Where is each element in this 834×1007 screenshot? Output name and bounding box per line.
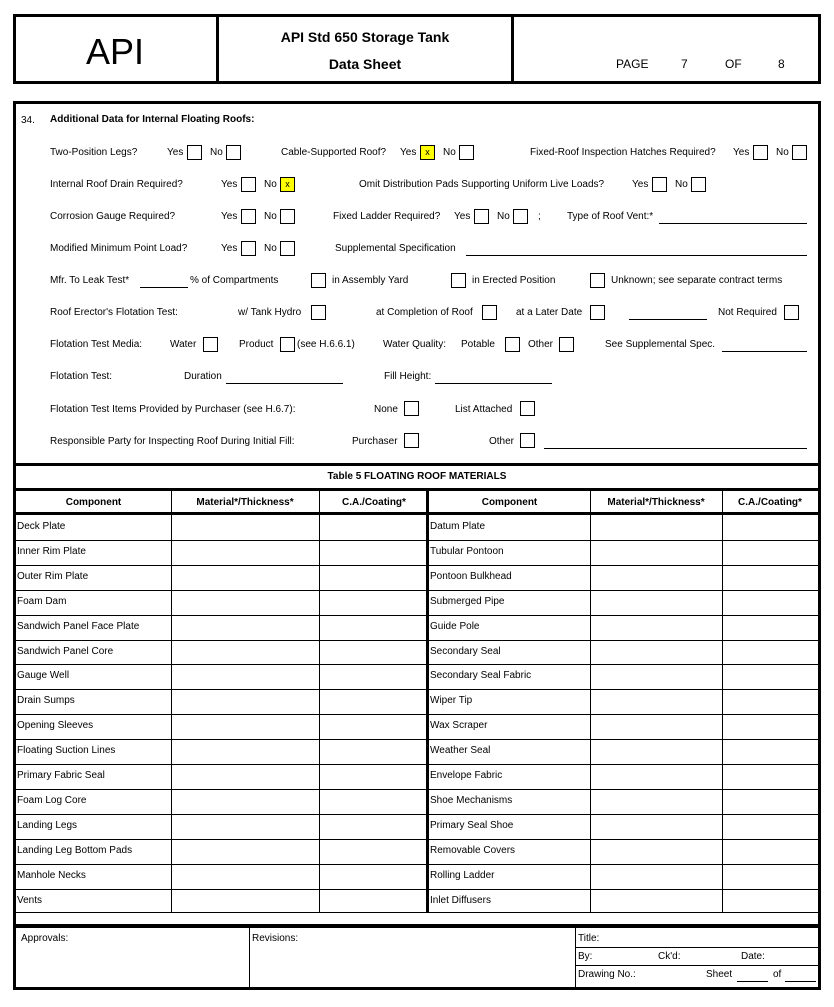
material-thickness-cell-right[interactable] [591, 566, 721, 589]
by-label: By: [578, 951, 593, 962]
component-cell-right: Submerged Pipe [430, 596, 505, 607]
point-load-no-label: No [264, 243, 277, 254]
coating-cell-left[interactable] [320, 840, 428, 863]
omit-pads-no-label: No [675, 179, 688, 190]
component-cell-right: Shoe Mechanisms [430, 795, 513, 806]
roof-vent-field[interactable] [659, 223, 807, 224]
section-number: 34. [21, 115, 35, 126]
coating-cell-left[interactable] [320, 890, 428, 913]
see-supplemental-field[interactable] [722, 351, 807, 352]
two-position-legs-yes-checkbox[interactable] [187, 145, 202, 160]
coating-cell-left[interactable] [320, 790, 428, 813]
component-cell-right: Wax Scraper [430, 720, 488, 731]
supplemental-spec-label: Supplemental Specification [335, 243, 456, 254]
component-cell-left: Drain Sumps [17, 695, 75, 706]
material-thickness-cell-right[interactable] [591, 765, 721, 788]
two-position-legs-no-checkbox[interactable] [226, 145, 241, 160]
coating-cell-left[interactable] [320, 815, 428, 838]
footer-rule-1 [575, 947, 818, 948]
coating-cell-right[interactable] [723, 715, 817, 738]
other-party-label: Other [489, 436, 515, 447]
later-date-label: at a Later Date [516, 307, 583, 318]
column-header-4: Component [481, 497, 538, 508]
cable-supported-no-label: No [443, 147, 456, 158]
revisions-label: Revisions: [252, 933, 299, 944]
supplemental-spec-field[interactable] [466, 255, 807, 256]
component-cell-right: Tubular Pontoon [430, 546, 504, 557]
component-cell-left: Landing Leg Bottom Pads [17, 845, 133, 856]
material-thickness-cell-left[interactable] [172, 890, 318, 913]
coating-cell-right[interactable] [723, 865, 817, 888]
coating-cell-right[interactable] [723, 740, 817, 763]
product-label: Product [239, 339, 274, 350]
coating-cell-left[interactable] [320, 541, 428, 564]
fill-height-field[interactable] [435, 383, 552, 384]
roof-drain-yes-label: Yes [221, 179, 238, 190]
material-thickness-cell-left[interactable] [172, 815, 318, 838]
flotation-test-label: Flotation Test: [50, 371, 113, 382]
coating-cell-right[interactable] [723, 591, 817, 614]
coating-cell-right[interactable] [723, 840, 817, 863]
date-label: Date: [741, 951, 765, 962]
datasheet-title-line1: API Std 650 Storage Tank [280, 29, 450, 45]
completion-of-roof-label: at Completion of Roof [376, 307, 473, 318]
semicolon: ; [538, 211, 541, 222]
material-thickness-cell-right[interactable] [591, 641, 721, 664]
table-title: Table 5 FLOATING ROOF MATERIALS [327, 471, 507, 482]
potable-checkbox[interactable] [505, 337, 520, 352]
component-cell-right: Datum Plate [430, 521, 486, 532]
potable-label: Potable [461, 339, 495, 350]
internal-roof-drain-label: Internal Roof Drain Required? [50, 179, 183, 190]
coating-cell-left[interactable] [320, 865, 428, 888]
component-cell-left: Sandwich Panel Core [17, 646, 114, 657]
material-thickness-cell-right[interactable] [591, 890, 721, 913]
roof-vent-label: Type of Roof Vent:* [567, 211, 654, 222]
other-party-field[interactable] [544, 448, 807, 449]
sheet-number-field[interactable] [737, 981, 768, 982]
material-thickness-cell-right[interactable] [591, 865, 721, 888]
coating-cell-right[interactable] [723, 641, 817, 664]
cable-supported-yes-label: Yes [400, 147, 417, 158]
page-number: 7 [681, 57, 688, 71]
flotation-media-label: Flotation Test Media: [50, 339, 143, 350]
point-load-yes-checkbox[interactable] [241, 241, 256, 256]
later-date-checkbox[interactable] [590, 305, 605, 320]
component-cell-left: Opening Sleeves [17, 720, 94, 731]
material-thickness-cell-right[interactable] [591, 815, 721, 838]
other-quality-label: Other [528, 339, 554, 350]
omit-pads-yes-label: Yes [632, 179, 649, 190]
coating-cell-left[interactable] [320, 616, 428, 639]
responsible-party-label: Responsible Party for Inspecting Roof During Initial Fill: [50, 436, 295, 447]
component-cell-right: Removable Covers [430, 845, 516, 856]
material-thickness-cell-right[interactable] [591, 690, 721, 713]
table-title-rule [13, 488, 821, 491]
assembly-yard-label: in Assembly Yard [332, 275, 409, 286]
column-header-1: Component [65, 497, 122, 508]
water-checkbox[interactable] [203, 337, 218, 352]
tank-hydro-checkbox[interactable] [311, 305, 326, 320]
omit-pads-no-checkbox[interactable] [691, 177, 706, 192]
list-attached-label: List Attached [455, 404, 513, 415]
material-thickness-cell-left[interactable] [172, 740, 318, 763]
coating-cell-right[interactable] [723, 665, 817, 688]
corrosion-gauge-label: Corrosion Gauge Required? [50, 211, 176, 222]
point-load-yes-label: Yes [221, 243, 238, 254]
fill-height-label: Fill Height: [384, 371, 432, 382]
coating-cell-right[interactable] [723, 616, 817, 639]
component-cell-right: Guide Pole [430, 621, 480, 632]
material-thickness-cell-left[interactable] [172, 591, 318, 614]
material-thickness-cell-left[interactable] [172, 566, 318, 589]
material-thickness-cell-left[interactable] [172, 516, 318, 539]
component-cell-left: Sandwich Panel Face Plate [17, 621, 140, 632]
component-cell-right: Weather Seal [430, 745, 491, 756]
material-thickness-cell-right[interactable] [591, 715, 721, 738]
coating-cell-left[interactable] [320, 566, 428, 589]
component-cell-right: Primary Seal Shoe [430, 820, 514, 831]
coating-cell-left[interactable] [320, 665, 428, 688]
footer-rule-2 [575, 965, 818, 966]
material-thickness-cell-right[interactable] [591, 541, 721, 564]
column-header-5: Material*/Thickness* [607, 497, 705, 508]
material-thickness-cell-right[interactable] [591, 790, 721, 813]
coating-cell-right[interactable] [723, 541, 817, 564]
component-cell-left: Inner Rim Plate [17, 546, 86, 557]
two-position-legs-label: Two-Position Legs? [50, 147, 138, 158]
purchaser-label: Purchaser [352, 436, 398, 447]
material-thickness-cell-right[interactable] [591, 516, 721, 539]
component-cell-left: Gauge Well [17, 670, 70, 681]
coating-cell-left[interactable] [320, 690, 428, 713]
material-thickness-cell-right[interactable] [591, 740, 721, 763]
material-thickness-cell-left[interactable] [172, 840, 318, 863]
component-cell-left: Manhole Necks [17, 870, 86, 881]
component-cell-right: Inlet Diffusers [430, 895, 491, 906]
product-checkbox[interactable] [280, 337, 295, 352]
corrosion-no-label: No [264, 211, 277, 222]
inspection-hatches-no-checkbox[interactable] [792, 145, 807, 160]
corrosion-yes-label: Yes [221, 211, 238, 222]
ladder-yes-label: Yes [454, 211, 471, 222]
inspection-hatches-yes-checkbox[interactable] [753, 145, 768, 160]
coating-cell-left[interactable] [320, 641, 428, 664]
of-label: OF [725, 57, 742, 71]
checked-label: Ck'd: [658, 951, 681, 962]
see-h661-label: (see H.6.6.1) [297, 339, 355, 350]
coating-cell-left[interactable] [320, 591, 428, 614]
component-cell-left: Vents [17, 895, 43, 906]
none-label: None [374, 404, 398, 415]
later-date-field[interactable] [629, 319, 707, 320]
unknown-checkbox[interactable] [590, 273, 605, 288]
material-thickness-cell-right[interactable] [591, 616, 721, 639]
omit-distribution-pads-label: Omit Distribution Pads Supporting Uniform Live Loads? [359, 179, 605, 190]
material-thickness-cell-left[interactable] [172, 690, 318, 713]
material-thickness-cell-left[interactable] [172, 616, 318, 639]
roof-drain-yes-checkbox[interactable] [241, 177, 256, 192]
component-cell-right: Envelope Fabric [430, 770, 503, 781]
leak-test-percent-field[interactable] [140, 287, 188, 288]
component-cell-right: Wiper Tip [430, 695, 473, 706]
datasheet-title-line2: Data Sheet [328, 56, 402, 72]
column-header-6: C.A./Coating* [738, 497, 802, 508]
inspection-hatches-yes-label: Yes [733, 147, 750, 158]
tank-hydro-label: w/ Tank Hydro [238, 307, 302, 318]
material-thickness-cell-left[interactable] [172, 665, 318, 688]
component-cell-left: Deck Plate [17, 521, 66, 532]
component-cell-right: Rolling Ladder [430, 870, 495, 881]
coating-cell-left[interactable] [320, 516, 428, 539]
footer-divider-1 [249, 928, 250, 987]
column-header-2: Material*/Thickness* [196, 497, 294, 508]
water-label: Water [170, 339, 197, 350]
material-thickness-cell-left[interactable] [172, 641, 318, 664]
coating-cell-right[interactable] [723, 815, 817, 838]
coating-cell-left[interactable] [320, 715, 428, 738]
cable-supported-roof-label: Cable-Supported Roof? [281, 147, 387, 158]
component-cell-left: Landing Legs [17, 820, 78, 831]
duration-label: Duration [184, 371, 222, 382]
material-thickness-cell-left[interactable] [172, 715, 318, 738]
coating-cell-right[interactable] [723, 690, 817, 713]
corrosion-no-checkbox[interactable] [280, 209, 295, 224]
component-cell-right: Secondary Seal Fabric [430, 670, 532, 681]
erected-position-checkbox[interactable] [451, 273, 466, 288]
component-cell-left: Floating Suction Lines [17, 745, 116, 756]
approvals-label: Approvals: [21, 933, 69, 944]
sheet-total-field[interactable] [785, 981, 816, 982]
ladder-no-label: No [497, 211, 510, 222]
material-thickness-cell-left[interactable] [172, 865, 318, 888]
title-label: Title: [578, 933, 600, 944]
fixed-ladder-label: Fixed Ladder Required? [333, 211, 441, 222]
corrosion-yes-checkbox[interactable] [241, 209, 256, 224]
cable-supported-yes-checkbox[interactable]: x [420, 145, 435, 160]
modified-point-load-label: Modified Minimum Point Load? [50, 243, 188, 254]
inspection-hatches-no-label: No [776, 147, 789, 158]
not-required-checkbox[interactable] [784, 305, 799, 320]
material-thickness-cell-right[interactable] [591, 591, 721, 614]
header-divider-2 [511, 14, 514, 84]
component-cell-left: Foam Log Core [17, 795, 87, 806]
two-position-legs-yes-label: Yes [167, 147, 184, 158]
completion-of-roof-checkbox[interactable] [482, 305, 497, 320]
flotation-test-erector-label: Roof Erector's Flotation Test: [50, 307, 178, 318]
purchaser-checkbox[interactable] [404, 433, 419, 448]
ladder-no-checkbox[interactable] [513, 209, 528, 224]
material-thickness-cell-left[interactable] [172, 541, 318, 564]
section-title: Additional Data for Internal Floating Roofs: [50, 114, 255, 125]
coating-cell-right[interactable] [723, 566, 817, 589]
coating-cell-right[interactable] [723, 790, 817, 813]
component-cell-left: Foam Dam [17, 596, 67, 607]
coating-cell-left[interactable] [320, 765, 428, 788]
sheet-label: Sheet [706, 969, 733, 980]
coating-cell-right[interactable] [723, 765, 817, 788]
api-logo: API [86, 31, 145, 72]
footer-divider-2 [575, 928, 576, 987]
leak-test-label: Mfr. To Leak Test* [50, 275, 130, 286]
footer-box [13, 925, 821, 990]
other-quality-checkbox[interactable] [559, 337, 574, 352]
inspection-hatches-label: Fixed-Roof Inspection Hatches Required? [530, 147, 716, 158]
roof-drain-no-checkbox[interactable]: x [280, 177, 295, 192]
water-quality-label: Water Quality: [383, 339, 446, 350]
percent-compartments-label: % of Compartments [190, 275, 279, 286]
component-cell-left: Outer Rim Plate [17, 571, 89, 582]
not-required-label: Not Required [718, 307, 777, 318]
unknown-label: Unknown; see separate contract terms [611, 275, 783, 286]
roof-drain-no-label: No [264, 179, 277, 190]
material-thickness-cell-right[interactable] [591, 840, 721, 863]
duration-field[interactable] [226, 383, 343, 384]
component-cell-left: Primary Fabric Seal [17, 770, 105, 781]
erected-position-label: in Erected Position [472, 275, 556, 286]
point-load-no-checkbox[interactable] [280, 241, 295, 256]
material-thickness-cell-left[interactable] [172, 790, 318, 813]
none-checkbox[interactable] [404, 401, 419, 416]
other-party-checkbox[interactable] [520, 433, 535, 448]
page-label: PAGE [616, 57, 649, 71]
coating-cell-left[interactable] [320, 740, 428, 763]
table-header-rule [13, 512, 821, 515]
header-divider-1 [216, 14, 219, 84]
cable-supported-no-checkbox[interactable] [459, 145, 474, 160]
ladder-yes-checkbox[interactable] [474, 209, 489, 224]
drawing-number-label: Drawing No.: [578, 969, 636, 980]
component-cell-right: Pontoon Bulkhead [430, 571, 512, 582]
page-total: 8 [778, 57, 785, 71]
column-header-3: C.A./Coating* [342, 497, 406, 508]
see-supplemental-label: See Supplemental Spec. [605, 339, 716, 350]
list-attached-checkbox[interactable] [520, 401, 535, 416]
material-thickness-cell-right[interactable] [591, 665, 721, 688]
coating-cell-right[interactable] [723, 516, 817, 539]
material-thickness-cell-left[interactable] [172, 765, 318, 788]
assembly-yard-checkbox[interactable] [311, 273, 326, 288]
component-cell-right: Secondary Seal [430, 646, 501, 657]
two-position-legs-no-label: No [210, 147, 223, 158]
test-items-label: Flotation Test Items Provided by Purchaser (see H.6.7): [50, 404, 296, 415]
omit-pads-yes-checkbox[interactable] [652, 177, 667, 192]
coating-cell-right[interactable] [723, 890, 817, 913]
sheet-of-label: of [773, 969, 782, 980]
